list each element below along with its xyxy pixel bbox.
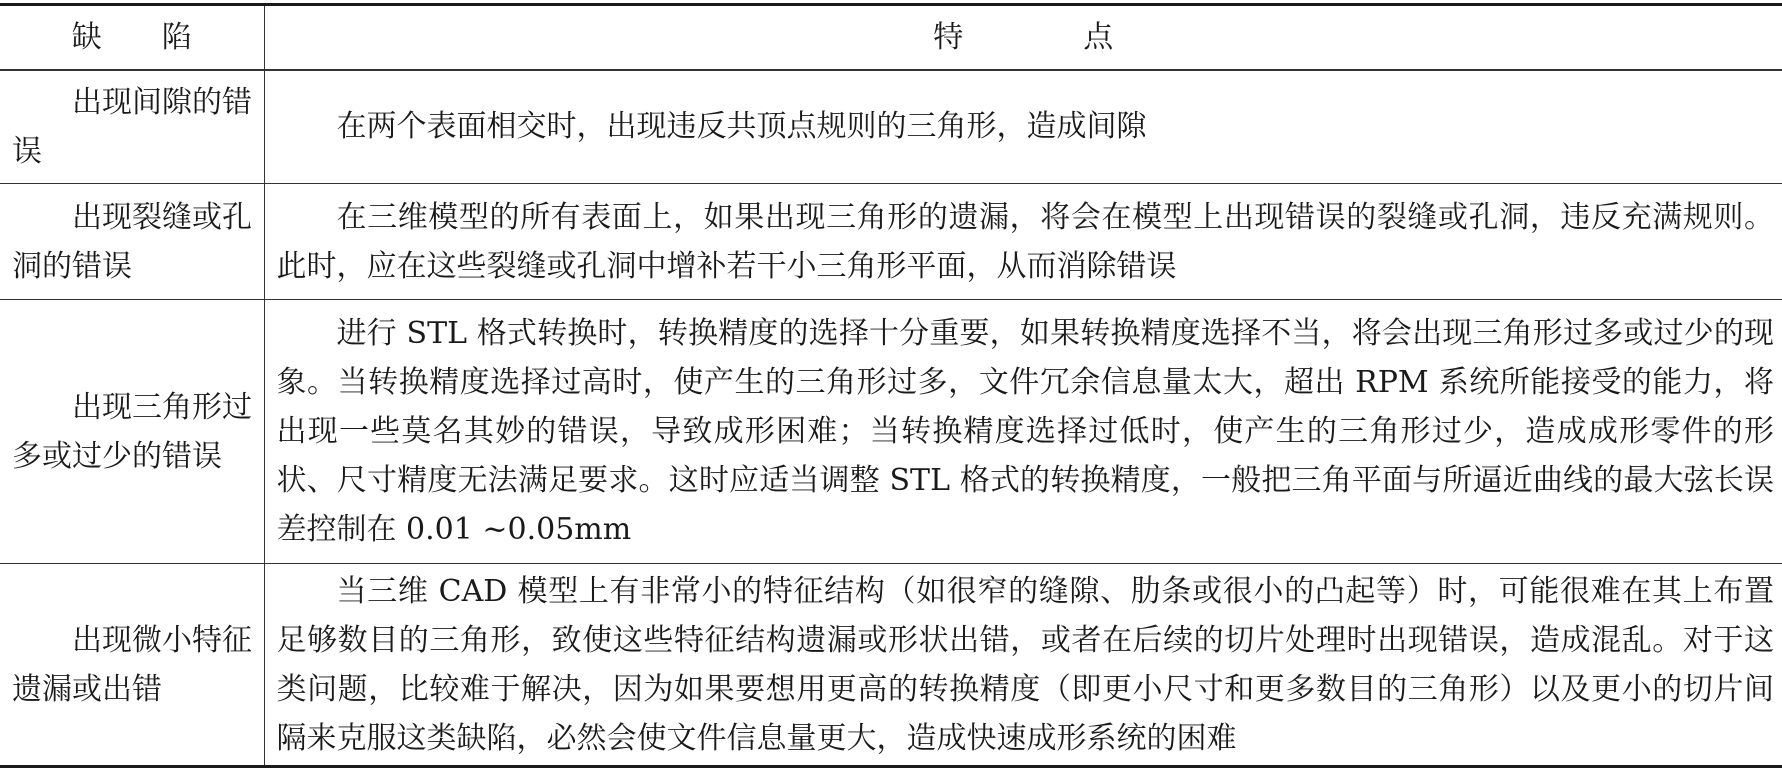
defect-cell: 出现三角形过多或过少的错误 <box>0 300 264 564</box>
feature-cell: 当三维 CAD 模型上有非常小的特征结构（如很窄的缝隙、肋条或很小的凸起等）时，可能很难在其上布置足够数目的三角形，致使这些特征结构遗漏或形状出错，或者在后续的切片处理时出现错误，造成混乱。对于这类问题，比较难于解决，因为如果要想用更高的转换精度（即更小尺寸和更多数目的三角形）以及更小的切片间隔来克服这类缺陷，必然会使文件信息量更大，造成快速成形系统的困难 <box>264 564 1782 767</box>
table-row <box>0 300 1782 564</box>
table-row <box>0 184 1782 300</box>
feature-cell: 进行 STL 格式转换时，转换精度的选择十分重要，如果转换精度选择不当，将会出现三角形过多或过少的现象。当转换精度选择过高时，使产生的三角形过多，文件冗余信息量太大，超出 RPM 系统所能接受的能力，将出现一些莫名其妙的错误，导致成形困难；当转换精度选择过低时，使产生的三角形过少，造成成形零件的形状、尺寸精度无法满足要求。这时应适当调整 STL 格式的转换精度，一般把三角平面与所逼近曲线的最大弦长误差控制在 0.01 ~0.05mm <box>264 300 1782 564</box>
header-defect: 缺 陷 <box>0 5 264 70</box>
defect-cell: 出现裂缝或孔洞的错误 <box>0 184 264 300</box>
header-feature: 特 点 <box>264 5 1782 70</box>
defect-cell: 出现间隙的错误 <box>0 70 264 184</box>
table-header-row <box>0 5 1782 70</box>
table-row <box>0 70 1782 184</box>
table-row <box>0 564 1782 767</box>
defect-table <box>0 3 1782 768</box>
feature-cell: 在三维模型的所有表面上，如果出现三角形的遗漏，将会在模型上出现错误的裂缝或孔洞，违反充满规则。此时，应在这些裂缝或孔洞中增补若干小三角形平面，从而消除错误 <box>264 184 1782 300</box>
defect-cell: 出现微小特征遗漏或出错 <box>0 564 264 767</box>
feature-cell: 在两个表面相交时，出现违反共顶点规则的三角形，造成间隙 <box>264 70 1782 184</box>
